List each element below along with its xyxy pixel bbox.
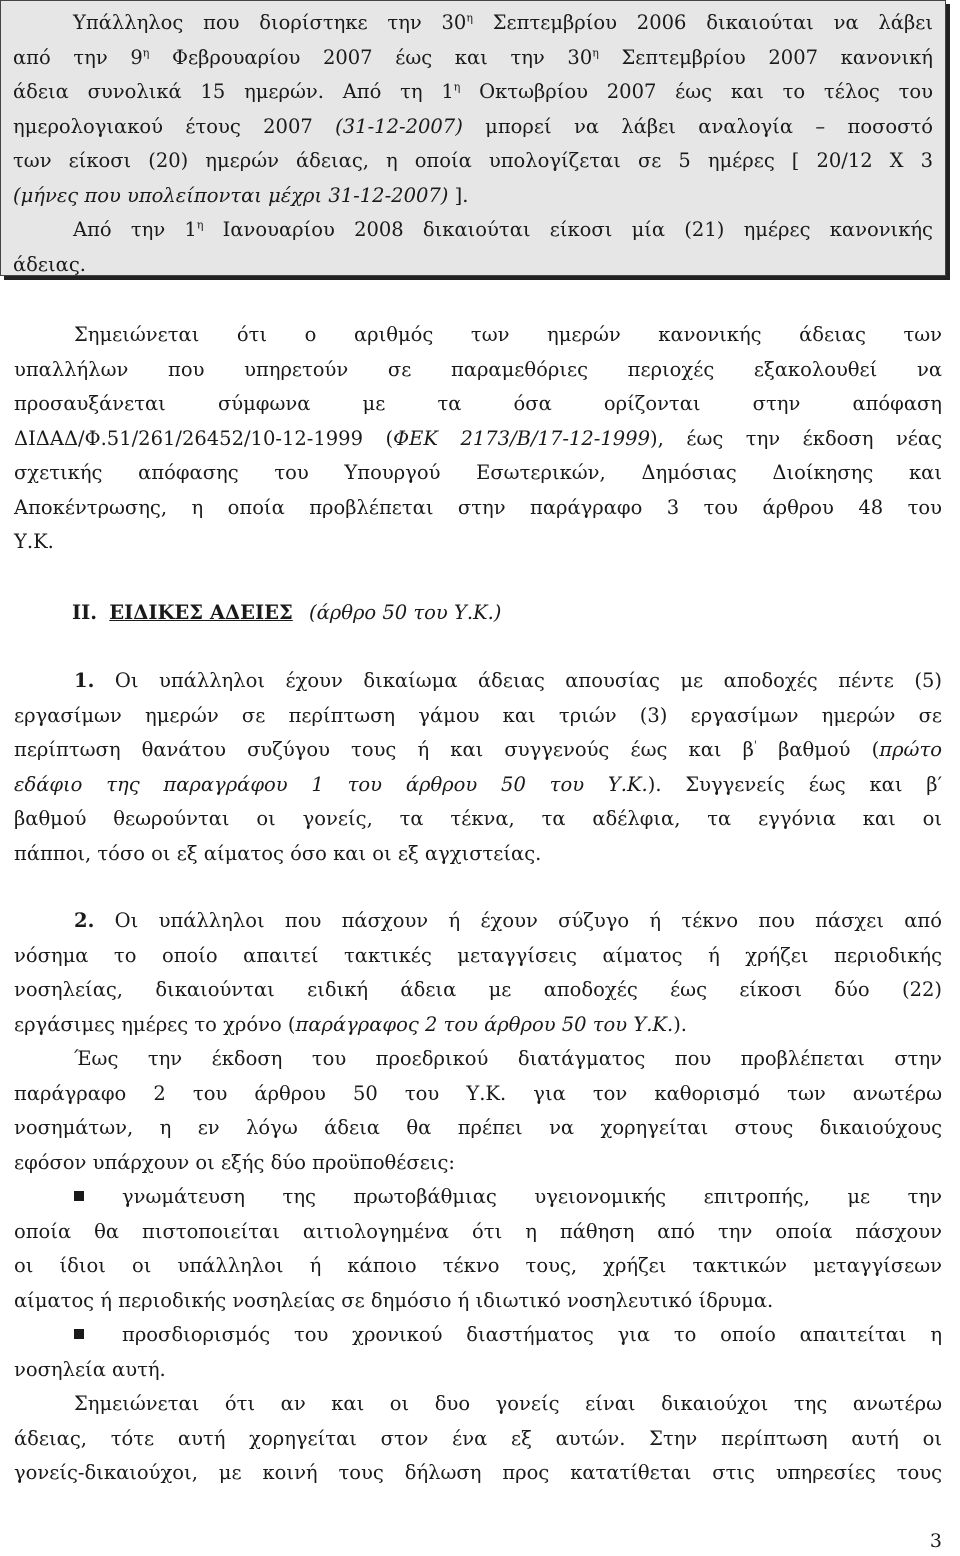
text-line: εργάσιμες ημέρες το χρόνο (παράγραφος 2 του άρθρου 50 του Υ.Κ.). (14, 1012, 688, 1036)
parents-note-paragraph (14, 1387, 942, 1491)
text-line: Σημειώνεται ότι αν και οι δυο γονείς είναι δικαιούχοι της ανωτέρω (74, 1392, 942, 1415)
text-line: παράγραφο 2 του άρθρου 50 του Υ.Κ. για τον καθορισμό των ανωτέρω (14, 1081, 942, 1105)
text-line: υπαλλήλων που υπηρετούν σε παραμεθόριες περιοχές εξακολουθεί να (14, 357, 942, 381)
example-box (0, 0, 946, 276)
text-line: οποία θα πιστοποιείται αιτιολογημένα ότι η πάθηση από την οποία πάσχουν (14, 1219, 942, 1243)
text-line: 1. Οι υπάλληλοι έχουν δικαίωμα άδειας απουσίας με αποδοχές πέντε (5) (74, 669, 942, 692)
text-line: άδειας, τότε αυτή χορηγείται στον ένα εξ αυτών. Στην περίπτωση αυτή οι (14, 1426, 942, 1450)
bullet-list (14, 1180, 942, 1387)
box-line: άδεια συνολικά 15 ημερών. Από τη $1^\eta$ Οκτωβρίου 2007 έως και το τέλος του (13, 80, 933, 103)
text-line: νόσημα το οποίο απαιτεί τακτικές μεταγγίσεις αίματος ή χρήζει περιοδικής (14, 943, 942, 967)
text-line: Αποκέντρωσης, η οποία προβλέπεται στην παράγραφο 3 του άρθρου 48 του (14, 495, 942, 519)
text-line: γονείς-δικαιούχοι, με κοινή τους δήλωση προς κατατίθεται στις υπηρεσίες τους (14, 1461, 942, 1484)
list-item: προσδιορισμός του χρονικού διαστήματος για το οποίο απαιτείται η (14, 1318, 942, 1353)
box-line: (μήνες που υπολείπονται μέχρι 31-12-2007) ]. (13, 183, 469, 207)
text-line: πάπποι, τόσο οι εξ αίματος όσο και οι εξ αγχιστείας. (14, 841, 542, 865)
paragraph-border-areas (14, 318, 942, 560)
item-number: 2. (74, 909, 95, 932)
text-line: εφόσον υπάρχουν οι εξής δύο προϋποθέσεις: (14, 1150, 455, 1174)
item-number: 1. (74, 669, 95, 692)
text-line: νοσηλείας, δικαιούνται ειδική άδεια με αποδοχές έως είκοσι δύο (22) (14, 978, 942, 1001)
text-line: νοσηλεία αυτή. (14, 1357, 166, 1381)
box-line: Από την $1^\eta$ Ιανουαρίου 2008 δικαιούται είκοσι μία (21) ημέρες κανονικής (73, 218, 933, 241)
square-bullet-icon (74, 1191, 84, 1201)
list-item: γνωμάτευση της πρωτοβάθμιας υγειονομικής επιτροπής, με την (14, 1180, 942, 1215)
text-line: αίματος ή περιοδικής νοσηλείας σε δημόσιο ή ιδιωτικό νοσηλευτικό ίδρυμα. (14, 1288, 774, 1312)
page-number: 3 (929, 1530, 942, 1552)
text-line: Σημειώνεται ότι ο αριθμός των ημερών κανονικής άδειας των (74, 323, 942, 346)
text-line: νοσημάτων, η εν λόγω άδεια θα πρέπει να χορηγείται στους δικαιούχους (14, 1116, 942, 1139)
heading-number: ΙΙ. (72, 601, 98, 624)
box-line: Υπάλληλος που διορίστηκε την $30^\eta$ Σεπτεμβρίου 2006 δικαιούται να λάβει (73, 11, 933, 34)
text-line: ΔΙΔΑΔ/Φ.51/261/26452/10-12-1999 (ΦΕΚ 2173/Β/17-12-1999), έως την έκδοση νέας (14, 426, 942, 450)
square-bullet-icon (74, 1329, 84, 1339)
item-2-paragraph (14, 904, 942, 1180)
text-line: περίπτωση θανάτου συζύγου τους ή και συγγενούς έως και β' βαθμού (πρώτο (14, 738, 942, 761)
section-heading (14, 596, 942, 631)
text-line: σχετικής απόφασης του Υπουργού Εσωτερικών, Δημόσιας Διοίκησης και (14, 461, 942, 484)
text-line: εδάφιο της παραγράφου 1 του άρθρου 50 του Υ.Κ.). Συγγενείς έως και β′ (14, 772, 943, 796)
text-line: εργασίμων ημερών σε περίπτωση γάμου και τριών (3) εργασίμων ημερών σε (14, 703, 942, 727)
text-line: προσαυξάνεται σύμφωνα με τα όσα ορίζονται στην απόφαση (14, 392, 942, 415)
text-line: βαθμού θεωρούνται οι γονείς, τα τέκνα, τα αδέλφια, τα εγγόνια και οι (14, 807, 942, 830)
box-line: από την $9^\eta$ Φεβρουαρίου 2007 έως και την $30^\eta$ Σεπτεμβρίου 2007 κανονική (13, 45, 933, 69)
text-line: Έως την έκδοση του προεδρικού διατάγματος που προβλέπεται στην (74, 1047, 942, 1070)
box-line: ημερολογιακού έτους 2007 (31-12-2007) μπορεί να λάβει αναλογία – ποσοστό (13, 114, 933, 138)
box-line: άδειας. (13, 252, 86, 276)
heading-title: ΕΙΔΙΚΕΣ ΑΔΕΙΕΣ (109, 601, 293, 624)
text-line: 2. Οι υπάλληλοι που πάσχουν ή έχουν σύζυγο ή τέκνο που πάσχει από (74, 909, 942, 932)
heading-reference: (άρθρο 50 του Υ.Κ.) (308, 601, 502, 624)
box-line: των είκοσι (20) ημερών άδειας, η οποία υπολογίζεται σε 5 ημέρες [ 20/12 Χ 3 (13, 149, 933, 172)
text-line: οι ίδιοι οι υπάλληλοι ή κάποιο τέκνο τους, χρήζει τακτικών μεταγγίσεων (14, 1254, 942, 1277)
text-line: Υ.Κ. (14, 530, 54, 553)
item-1-paragraph (14, 664, 942, 871)
